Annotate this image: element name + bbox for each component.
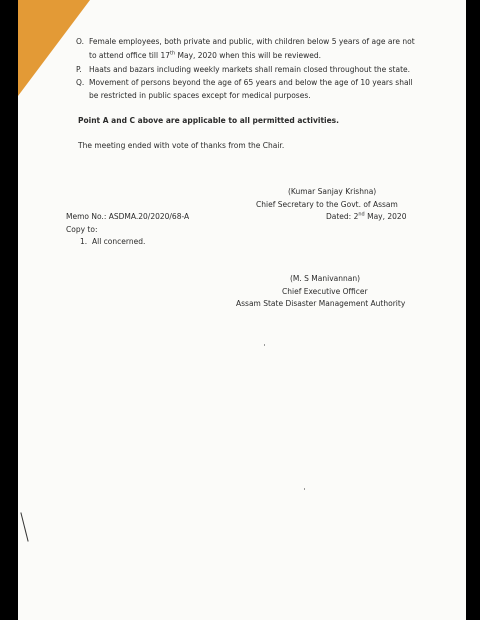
speck-mark [264,344,265,346]
signatory1-date-post: May, 2020 [364,212,407,221]
document-page [18,0,466,620]
note-text: Point A and C above are applicable to all permitted activities. [78,116,339,125]
item-o-line2-post: May, 2020 when this will be reviewed. [175,51,322,60]
signatory1-date-sup: nd [358,211,365,218]
item-q-line2: be restricted in public spaces except for medical purposes. [89,91,311,100]
signatory1-date-pre: Dated: 2 [326,212,359,221]
closing-text: The meeting ended with vote of thanks from the Chair. [78,141,285,150]
signatory2-title: Chief Executive Officer [282,287,368,296]
item-p-line1: Haats and bazars including weekly markets shall remain closed throughout the state. [89,65,411,74]
recipient-marker: 1. [80,237,88,246]
signatory2-name: (M. S Manivannan) [290,274,361,283]
item-o-line1: Female employees, both private and public, with children below 5 years of age are not [89,37,415,46]
copy-to-label: Copy to: [66,225,98,234]
item-o-line2-pre: to attend office till 17 [89,51,170,60]
item-o-marker: O. [76,37,84,46]
recipient-text: All concerned. [92,237,146,246]
speck-mark [304,488,305,490]
item-q-line1: Movement of persons beyond the age of 65 years and below the age of 10 years shall [89,78,413,87]
signatory2-org: Assam State Disaster Management Authority [236,299,406,308]
signatory1-date [326,212,406,222]
memo-number: Memo No.: ASDMA.20/2020/68-A [66,212,190,221]
signatory1-name: (Kumar Sanjay Krishna) [288,187,377,196]
item-p-marker: P. [76,65,82,74]
margin-mark [20,512,28,541]
item-o-line2-sup: th [169,50,176,57]
item-o-line2 [89,51,321,61]
item-q-marker: Q. [76,78,85,87]
signatory1-title: Chief Secretary to the Govt. of Assam [256,200,398,209]
